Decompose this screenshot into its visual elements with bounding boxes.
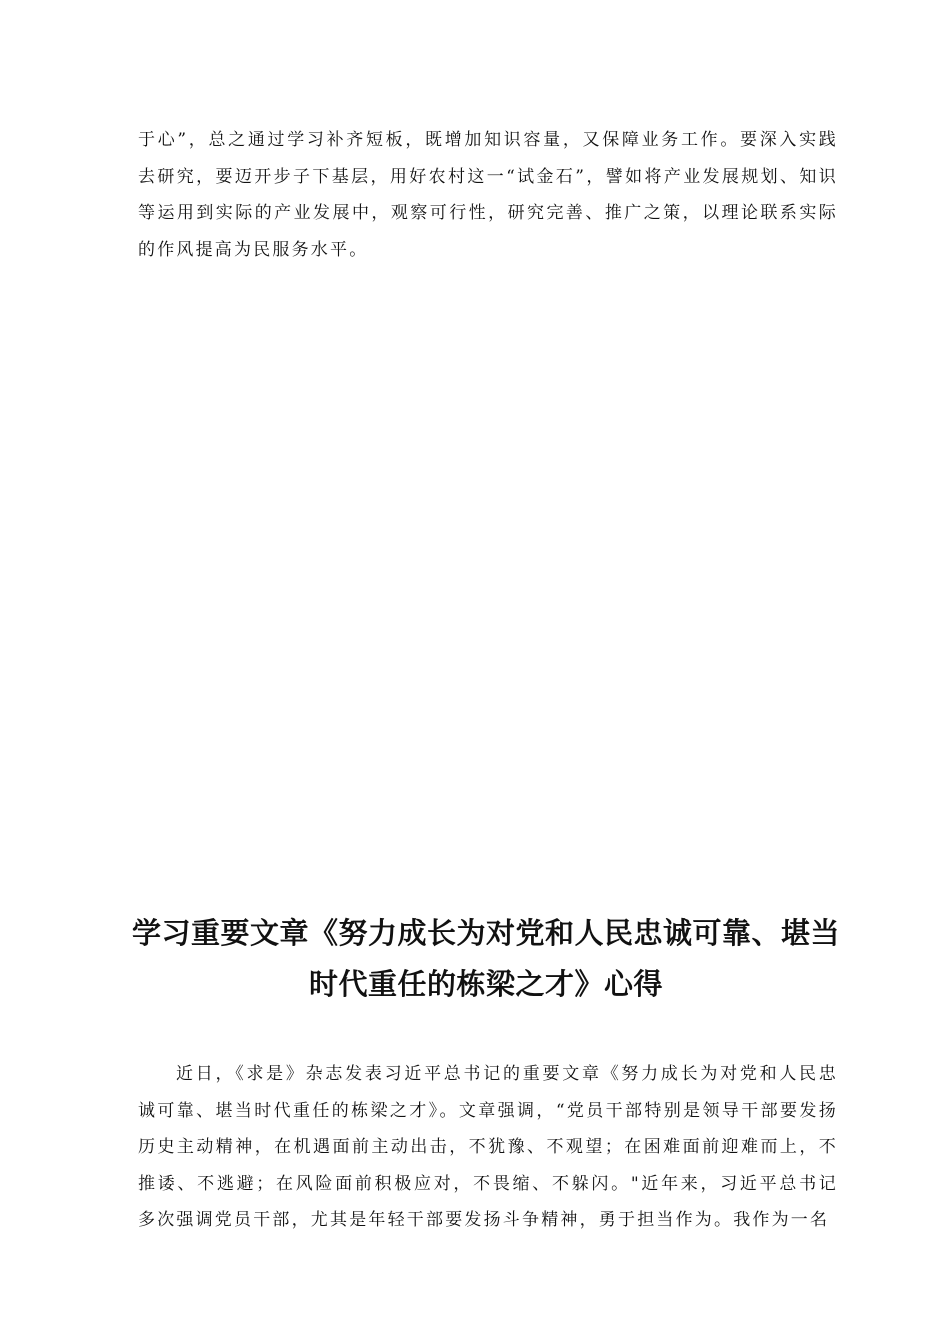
article-title — [125, 908, 847, 1010]
continuation-paragraph: 于心”，总之通过学习补齐短板，既增加知识容量，又保障业务工作。要深入实践去研究，要迈开步子下基层，用好农村这一“试金石”，譬如将产业发展规划、知识等运用到实际的产业发展中，观察可行性，研究完善、推广之策，以理论联系实际的作风提高为民服务水平。 — [138, 130, 838, 260]
article-title-line-1: 学习重要文章《努力成长为对党和人民忠诚可靠、堪当 — [131, 916, 840, 950]
article-title-line-2: 时代重任的栋梁之才》心得 — [308, 967, 663, 1001]
article-first-paragraph: 近日，《求是》杂志发表习近平总书记的重要文章《努力成长为对党和人民忠诚可靠、堪当时代重任的栋梁之才》。文章强调，“党员干部特别是领导干部要发扬历史主动精神，在机遇面前主动出击，不犹豫、不观望；在困难面前迎难而上，不推诿、不逃避；在风险面前积极应对，不畏缩、不躲闪。"近年来，习近平总书记多次强调党员干部，尤其是年轻干部要发扬斗争精神，勇于担当作为。我作为一名 — [138, 1064, 838, 1230]
